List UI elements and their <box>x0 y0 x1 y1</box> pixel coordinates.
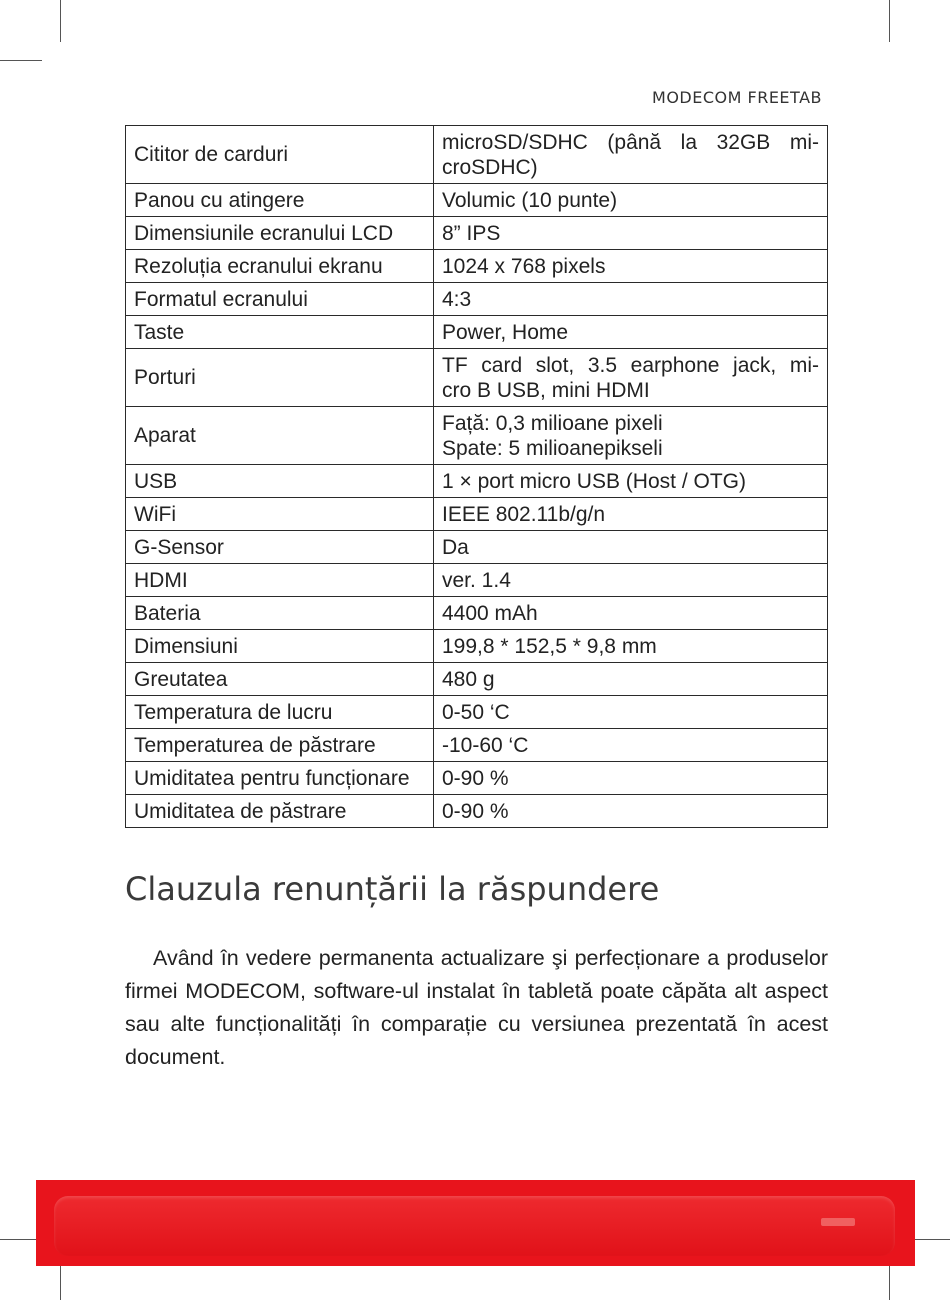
spec-value-line: Față: 0,3 milioane pixeli <box>442 411 663 435</box>
spec-label: Umiditatea pentru funcționare <box>126 762 434 795</box>
spec-label: Aparat <box>126 407 434 465</box>
spec-value: ver. 1.4 <box>434 564 828 597</box>
section-title: Clauzula renunțării la răspundere <box>125 869 660 908</box>
spec-label: Porturi <box>126 349 434 407</box>
spec-value: 8” IPS <box>434 217 828 250</box>
spec-value: -10-60 ‘C <box>434 729 828 762</box>
spec-value: 4:3 <box>434 283 828 316</box>
spec-label: WiFi <box>126 498 434 531</box>
spec-row <box>126 597 828 630</box>
page-header-brand: MODECOM FREETAB <box>652 88 822 107</box>
spec-value: 0-90 % <box>434 762 828 795</box>
spec-row <box>126 250 828 283</box>
spec-value: 199,8 * 152,5 * 9,8 mm <box>434 630 828 663</box>
spec-label: USB <box>126 465 434 498</box>
spec-label: Taste <box>126 316 434 349</box>
spec-row <box>126 564 828 597</box>
spec-value-line: microSD/SDHC (până la 32GB mi- <box>442 130 819 154</box>
spec-value: 480 g <box>434 663 828 696</box>
spec-label: Dimensiuni <box>126 630 434 663</box>
footer-inner-panel <box>54 1196 895 1256</box>
spec-row <box>126 663 828 696</box>
spec-label: HDMI <box>126 564 434 597</box>
spec-value-line: TF card slot, 3.5 earphone jack, mi- <box>442 353 819 377</box>
spec-value: 0-50 ‘C <box>434 696 828 729</box>
crop-mark-top-left-h <box>0 60 42 61</box>
spec-value: Power, Home <box>434 316 828 349</box>
spec-label: Rezoluția ecranului ekranu <box>126 250 434 283</box>
spec-value <box>434 126 828 184</box>
spec-label: Bateria <box>126 597 434 630</box>
spec-value: Da <box>434 531 828 564</box>
spec-value: 0-90 % <box>434 795 828 828</box>
spec-value-line: Spate: 5 milioanepikseli <box>442 436 663 460</box>
spec-row <box>126 407 828 465</box>
spec-row <box>126 465 828 498</box>
crop-mark-top-right-v <box>889 0 890 42</box>
spec-row <box>126 217 828 250</box>
spec-row <box>126 184 828 217</box>
spec-label: G-Sensor <box>126 531 434 564</box>
spec-row <box>126 283 828 316</box>
page-number-mark <box>821 1218 855 1226</box>
spec-value: Volumic (10 punte) <box>434 184 828 217</box>
spec-label: Temperatura de lucru <box>126 696 434 729</box>
spec-row <box>126 795 828 828</box>
spec-row <box>126 630 828 663</box>
spec-row <box>126 349 828 407</box>
footer-band <box>36 1180 915 1266</box>
spec-value <box>434 349 828 407</box>
spec-value-line: croSDHC) <box>442 155 538 179</box>
spec-label: Cititor de carduri <box>126 126 434 184</box>
spec-value: 4400 mAh <box>434 597 828 630</box>
spec-row <box>126 762 828 795</box>
spec-value: IEEE 802.11b/g/n <box>434 498 828 531</box>
spec-label: Dimensiunile ecranului LCD <box>126 217 434 250</box>
spec-row <box>126 498 828 531</box>
spec-row <box>126 316 828 349</box>
spec-value: 1 × port micro USB (Host / OTG) <box>434 465 828 498</box>
spec-label: Formatul ecranului <box>126 283 434 316</box>
spec-row <box>126 531 828 564</box>
spec-row <box>126 126 828 184</box>
spec-label: Greutatea <box>126 663 434 696</box>
spec-value-line: cro B USB, mini HDMI <box>442 378 650 402</box>
spec-row <box>126 729 828 762</box>
spec-value: 1024 x 768 pixels <box>434 250 828 283</box>
section-body: Având în vedere permanenta actualizare şi perfecționare a produselor firmei MODECOM, software-ul instalat în tabletă poate căpăta alt aspect sau alte funcționalități în comparație cu versiunea prezentată în acest document. <box>125 945 828 1069</box>
crop-mark-top-left-v <box>60 0 61 42</box>
spec-row <box>126 696 828 729</box>
spec-label: Temperaturea de păstrare <box>126 729 434 762</box>
specifications-table <box>125 125 828 828</box>
spec-value <box>434 407 828 465</box>
spec-label: Panou cu atingere <box>126 184 434 217</box>
spec-label: Umiditatea de păstrare <box>126 795 434 828</box>
